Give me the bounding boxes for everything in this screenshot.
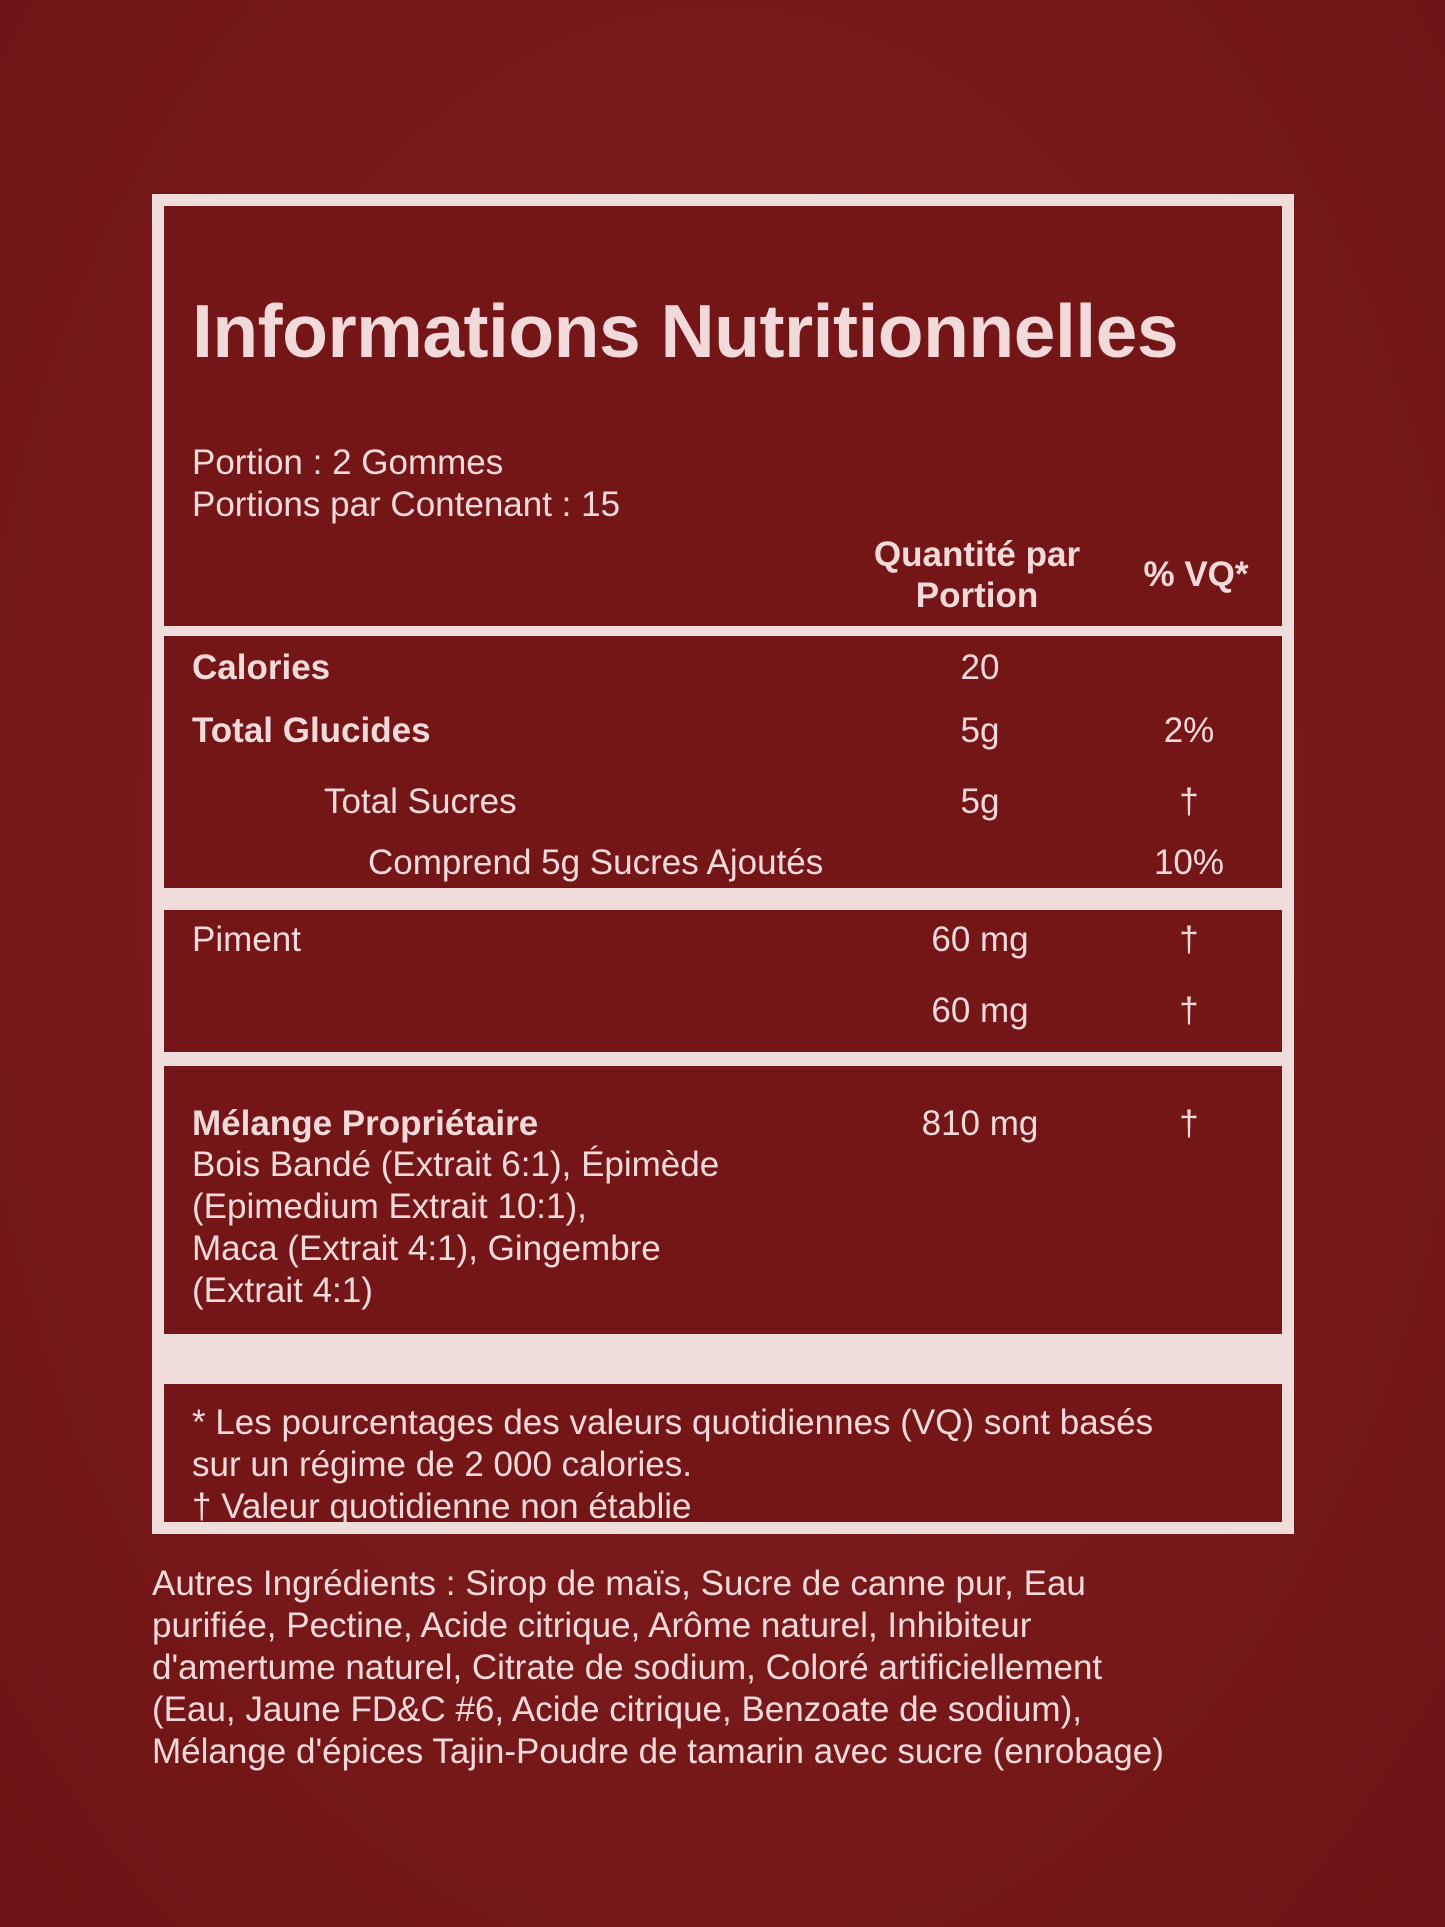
blend-line: (Epimedium Extrait 10:1), xyxy=(192,1187,587,1226)
label-title: Informations Nutritionnelles xyxy=(192,289,1179,373)
nutrients-panel xyxy=(164,636,1282,888)
footnote-line: sur un régime de 2 000 calories. xyxy=(192,1445,692,1484)
total-carbs-label: Total Glucides xyxy=(192,711,431,750)
total-sugars-label: Total Sucres xyxy=(324,782,517,821)
serving-size: Portion : 2 Gommes xyxy=(192,443,504,482)
piment-label: Piment xyxy=(192,920,301,959)
piment-dv: † xyxy=(1179,920,1199,959)
calories-amount: 20 xyxy=(960,648,1000,687)
footnote-line: * Les pourcentages des valeurs quotidiennes (VQ) sont basés xyxy=(192,1403,1154,1442)
blend-line: (Extrait 4:1) xyxy=(192,1271,373,1310)
total-sugars-dv: † xyxy=(1179,782,1199,821)
other-ingredients xyxy=(152,1563,1302,1773)
footnote-text xyxy=(192,1402,1153,1528)
dv-column-header: % VQ* xyxy=(1143,555,1249,594)
blend-panel xyxy=(164,1066,1282,1334)
total-carbs-dv: 2% xyxy=(1163,711,1215,750)
second-row-dv: † xyxy=(1179,991,1199,1030)
added-sugars-label: Comprend 5g Sucres Ajoutés xyxy=(368,843,824,882)
blend-ingredients xyxy=(192,1144,719,1312)
ingredients-line: Mélange d'épices Tajin-Poudre de tamarin avec sucre (enrobage) xyxy=(152,1732,1164,1771)
calories-label: Calories xyxy=(192,648,331,687)
blend-amount: 810 mg xyxy=(921,1104,1039,1143)
serving-info xyxy=(192,442,620,526)
footnote-panel xyxy=(164,1384,1282,1526)
ingredients-line: (Eau, Jaune FD&C #6, Acide citrique, Benzoate de sodium), xyxy=(152,1690,1082,1729)
header-panel xyxy=(164,206,1282,626)
footnote-line: † Valeur quotidienne non établie xyxy=(192,1487,692,1526)
total-carbs-amount: 5g xyxy=(960,711,1000,750)
blend-dv: † xyxy=(1179,1104,1199,1143)
piment-panel xyxy=(164,910,1282,1052)
total-sugars-amount: 5g xyxy=(960,782,1000,821)
ingredients-line: purifiée, Pectine, Acide citrique, Arôme naturel, Inhibiteur xyxy=(152,1606,1032,1645)
blend-line: Bois Bandé (Extrait 6:1), Épimède xyxy=(192,1145,720,1184)
nutrition-facts-label xyxy=(152,194,1294,1534)
servings-per-container: Portions par Contenant : 15 xyxy=(192,485,621,524)
second-row-amount: 60 mg xyxy=(931,991,1029,1030)
added-sugars-dv: 10% xyxy=(1153,843,1225,882)
ingredients-line: Autres Ingrédients : Sirop de maïs, Sucre de canne pur, Eau xyxy=(152,1564,1086,1603)
blend-label: Mélange Propriétaire xyxy=(192,1104,539,1143)
ingredients-line: d'amertume naturel, Citrate de sodium, Coloré artificiellement xyxy=(152,1648,1103,1687)
blend-line: Maca (Extrait 4:1), Gingembre xyxy=(192,1229,661,1268)
amount-column-header: Quantité par Portion xyxy=(873,535,1081,615)
piment-amount: 60 mg xyxy=(931,920,1029,959)
